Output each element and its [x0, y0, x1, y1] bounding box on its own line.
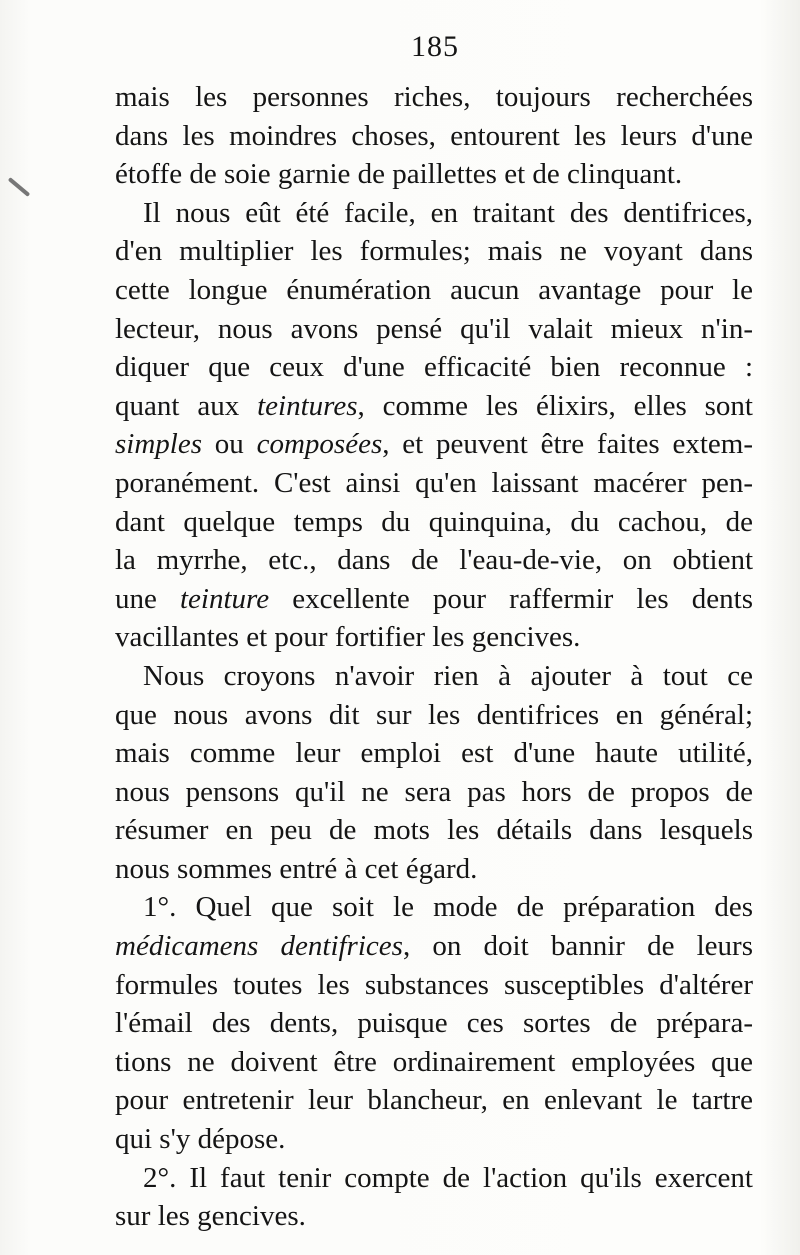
text-line [115, 580, 753, 619]
text-line [115, 387, 753, 426]
text-line: que nous avons dit sur les dentifrices en général; [115, 698, 753, 731]
text-span: , on doit bannir de leurs [402, 930, 753, 963]
text-line [115, 425, 753, 464]
text-line: dans les moindres choses, entourent les leurs d'une [115, 119, 753, 152]
text-line: lecteur, nous avons pensé qu'il valait mieux n'in- [115, 312, 753, 345]
text-line: résumer en peu de mots les détails dans lesquels [115, 814, 753, 847]
text-line: d'en multiplier les formules; mais ne voyant dans [115, 235, 753, 268]
text-line: formules toutes les substances susceptibles d'altérer [115, 968, 753, 1001]
text-line: l'émail des dents, puisque ces sortes de prépara- [115, 1007, 753, 1040]
text-line: Nous croyons n'avoir rien à ajouter à tout ce [143, 659, 753, 692]
italic-text: simples [115, 428, 202, 461]
text-span: ou [202, 428, 257, 461]
text-span: quant aux [115, 389, 258, 422]
text-line: cette longue énumération aucun avantage pour le [115, 273, 753, 306]
text-line: poranément. C'est ainsi qu'en laissant macérer pen- [115, 466, 753, 499]
italic-text: médicamens dentifrices [115, 930, 403, 963]
italic-text: composées [256, 428, 383, 461]
text-line: étoffe de soie garnie de paillettes et de clinquant. [115, 158, 683, 191]
text-line: vacillantes et pour fortifier les gencives. [115, 621, 581, 654]
text-line: mais comme leur emploi est d'une haute utilité, [115, 737, 753, 770]
text-span: une [115, 582, 180, 615]
text-line: sur les gencives. [115, 1200, 306, 1233]
text-line: la myrrhe, etc., dans de l'eau-de-vie, on obtient [115, 544, 753, 577]
text-line: 2°. Il faut tenir compte de l'action qu'ils exercent [143, 1161, 753, 1194]
text-line: qui s'y dépose. [115, 1123, 286, 1156]
margin-mark [8, 177, 30, 197]
text-span: excellente pour raffermir les dents [269, 582, 753, 615]
italic-text: teinture [180, 582, 270, 615]
text-line: Il nous eût été facile, en traitant des dentifrices, [143, 196, 753, 229]
text-line: tions ne doivent être ordinairement employées que [115, 1045, 753, 1078]
text-line: nous sommes entré à cet égard. [115, 852, 478, 885]
text-line: mais les personnes riches, toujours recherchées [115, 81, 753, 113]
text-span: , comme les élixirs, elles sont [357, 389, 753, 422]
page-number: 185 [411, 30, 459, 63]
text-line: 1°. Quel que soit le mode de préparation des [143, 891, 753, 924]
text-line: pour entretenir leur blancheur, en enlevant le tartre [115, 1084, 753, 1117]
text-line: diquer que ceux d'une efficacité bien reconnue : [115, 351, 753, 384]
text-line: dant quelque temps du quinquina, du cachou, de [115, 505, 753, 538]
italic-text: teintures [257, 389, 358, 422]
text-line: nous pensons qu'il ne sera pas hors de propos de [115, 775, 753, 808]
text-line [115, 927, 753, 966]
text-span: , et peuvent être faites extem- [382, 428, 753, 461]
body-text [115, 78, 753, 1236]
